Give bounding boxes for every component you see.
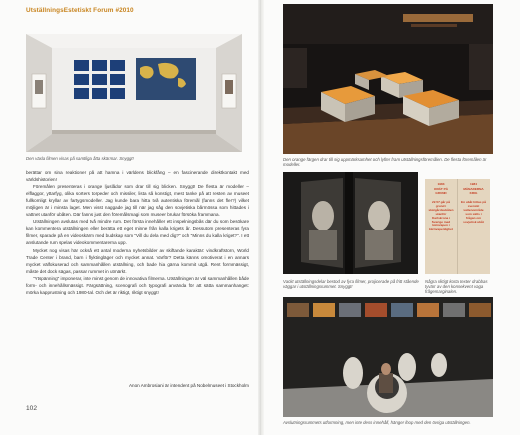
caption-closing-room: Avslutningsrummets utformning, men inte dess innehåll, hänger ihop med den övriga utställningen. (283, 420, 471, 425)
caption-orange: Den orange färgen drar till sig uppmärksamhet och lyfter fram utställningsföremålen. De flesta föremålen är modeller. (283, 157, 487, 168)
page-number: 102 (26, 405, 38, 412)
sign-body: 22.57 går på grund i skärgårdsubåten utanför Karlskrona i Sverige med kärnvapen i kärnvapenlighet (428, 200, 454, 232)
sign-title: ORÄT PÅ GRUND (434, 187, 448, 195)
sign-title: MÅNADERNA KRIG (463, 187, 484, 195)
sign-left (425, 179, 458, 274)
paragraph: Föremålen presenteras i orange ljuslådor som drar till sig blicken. Snyggt! De flesta är modeller – elflaggor, yttarfyg, olika sorters torpeder och missiler, lista så konstigt, mest tanke på att resten av museet fullkomligt kryllar av fartygsmodeller. Jag kunde bara hitta två autentiska föremål (fanns det fler?) vilket möjligen är i minsta laget. Men visst naggade jag till när jag såg den sovjetiska bårmössa som hittades i vattnet utanför ubåten. Där fanns just den föremålsmagi som museer brukar försöka frammana. (26, 184, 249, 218)
photo-projected-films (283, 172, 418, 274)
caption-signs: Några riktigt korta texter drabbas tyvärr av den konsekvent vaga frågemarginalen. (425, 279, 488, 295)
photo-closing-room (283, 297, 493, 417)
paragraph: Utställningen avslutas med två mindre rum. Det första innehåller ett inspelningsbås där du som besökare kan kommentera utställningen eller berätta ett eget minne från kalla krigets år. Dessutom presenteras fyra filmer, sparade på en videoskärm med budskap som "Vill du dela med dig?" och "Minns du kalla kriget?". I ett anslutande rum spelas videokommentarerna upp. (26, 219, 249, 246)
paragraph: "Ytspänning" imponerar, inte minst genom de innovativa filmerna. Utställningen är väl sammanhållen både form- och innehållsmässigt. Färgsättning, scenografi och typografi använda för att sätta sammanhanget: mörka kapprustning och 1980-tal. Och det är riktigt, riktigt snyggt! (26, 275, 249, 295)
article-body (26, 169, 249, 296)
paragraph: berättar om sina reaktioner på att hamna i världens blickfång – en fascinerande direktkontakt med världshistorien! (26, 170, 249, 183)
sign-year: 1984 (470, 182, 477, 186)
paragraph: Mycket nog visas här också ett antal moderna nyhetsbilder av skiftande karaktär: vindkraftstorn, World Trade Center i brand, barn i flyktingläger och mycket annat. Varför? Detta känns omotiverat i en annars mycket välfokuserad och sammanhållen utställning, och bade hia gärna kommit utgå. Rent formmässigt, måste det dock sägas, passar rummet in utmärkt. (26, 247, 249, 274)
sign-body: En ubåt hittas på svenskt vattenområde som sätts i frågan om sovjetisk ubåt (461, 200, 486, 224)
photo-screens-room (26, 34, 242, 152)
sign-right (458, 179, 491, 274)
running-head: UtställningsEstetiskt Forum #2010 (26, 7, 134, 14)
sign-year: 1983 (437, 182, 445, 186)
photo-orange-lightboxes (283, 4, 493, 154)
author-signature: Anon Ambrosiani är intendent på Nobelmuseet i Stockholm (128, 383, 249, 388)
caption-screens: Den växla filmen visas på samtliga åtta skärmar. Snyggt! (26, 156, 134, 161)
photo-text-signs (425, 179, 490, 274)
page-gutter (258, 0, 264, 435)
caption-films: Vackt utställningsdelar bestod av fyra filmer, projicerade på fritt stående väggar i utställningsrummet. Snyggt! (283, 279, 419, 290)
